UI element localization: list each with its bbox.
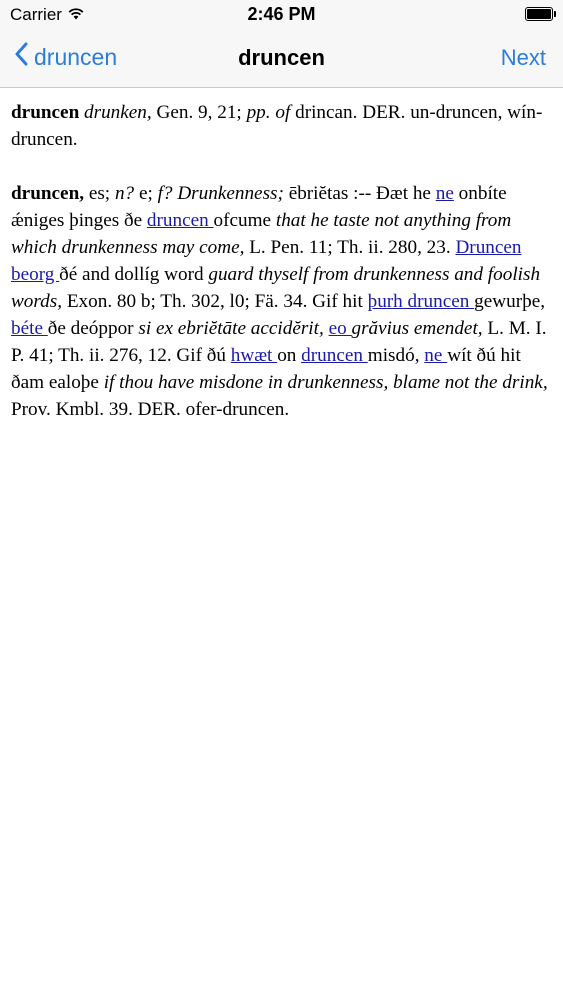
- word-link[interactable]: eo: [328, 318, 352, 339]
- entries-list: [11, 99, 552, 423]
- navigation-bar: [0, 30, 563, 88]
- status-bar: [0, 0, 563, 30]
- headword: druncen: [11, 102, 80, 123]
- word-link[interactable]: ne: [435, 183, 454, 204]
- word-link[interactable]: hwæt: [230, 345, 278, 366]
- entry-text: L. Pen. 11; Th. ii. 280, 23.: [244, 237, 456, 258]
- entry-text: gewurþe,: [474, 291, 546, 312]
- italic-text: drunken,: [84, 102, 152, 123]
- italic-text: if thou have misdone in drunkenness, blame not the drink,: [103, 372, 548, 393]
- entry-text: Gen. 9, 21;: [151, 102, 247, 123]
- entry-text: Exon. 80 b; Th. 302, l0; Fä. 34. Gif hit: [62, 291, 368, 312]
- carrier-label: Carrier: [10, 5, 62, 24]
- entry-text: on: [277, 345, 302, 366]
- word-link[interactable]: Druncen beorg: [11, 237, 522, 285]
- italic-text: grăvius emendet,: [351, 318, 483, 339]
- dictionary-entry: [11, 180, 552, 423]
- word-link[interactable]: þurh druncen: [367, 291, 475, 312]
- page-title: druncen: [238, 45, 325, 70]
- entry-text: misdó,: [367, 345, 425, 366]
- next-button[interactable]: Next: [500, 45, 546, 70]
- entry-text: e;: [134, 183, 158, 204]
- word-link[interactable]: druncen: [146, 210, 214, 231]
- italic-text: n?: [114, 183, 135, 204]
- entry-text: ofcume: [213, 210, 276, 231]
- status-time: 2:46 PM: [247, 4, 316, 24]
- entry-text: wít ðú hit ðam ealoþe: [11, 345, 521, 393]
- entry-text: Prov. Kmbl. 39. DER. ofer-druncen.: [11, 399, 290, 420]
- headword: druncen,: [11, 183, 85, 204]
- entry-text: drincan. DER. un-druncen, wín-druncen.: [11, 102, 543, 150]
- entry-text: ēbriĕtas :-- Ðæt he: [283, 183, 436, 204]
- back-button-label: druncen: [34, 43, 118, 70]
- dictionary-entry: [11, 99, 552, 153]
- battery-icon: [525, 7, 553, 21]
- italic-text: pp. of: [246, 102, 291, 123]
- status-right: [525, 7, 553, 21]
- italic-text: si ex ebriĕtāte accidĕrit,: [138, 318, 324, 339]
- italic-text: that he taste not anything from which drunkenness may come,: [11, 210, 512, 258]
- entry-text: ðe deóppor: [47, 318, 139, 339]
- entry-text: onbíte ǽniges þinges ðe: [11, 183, 507, 231]
- italic-text: guard thyself from drunkenness and foolish words,: [11, 264, 541, 312]
- word-link[interactable]: béte: [11, 318, 48, 339]
- entry-text: es;: [84, 183, 115, 204]
- word-link[interactable]: ne: [424, 345, 448, 366]
- entry-text: L. M. I. P. 41; Th. ii. 276, 12. Gif ðú: [11, 318, 547, 366]
- entry-text: ðé and dollíg word: [59, 264, 209, 285]
- battery-fill: [527, 9, 551, 19]
- word-link[interactable]: druncen: [301, 345, 368, 366]
- dictionary-content: [0, 88, 563, 423]
- italic-text: f? Drunkenness;: [157, 183, 284, 204]
